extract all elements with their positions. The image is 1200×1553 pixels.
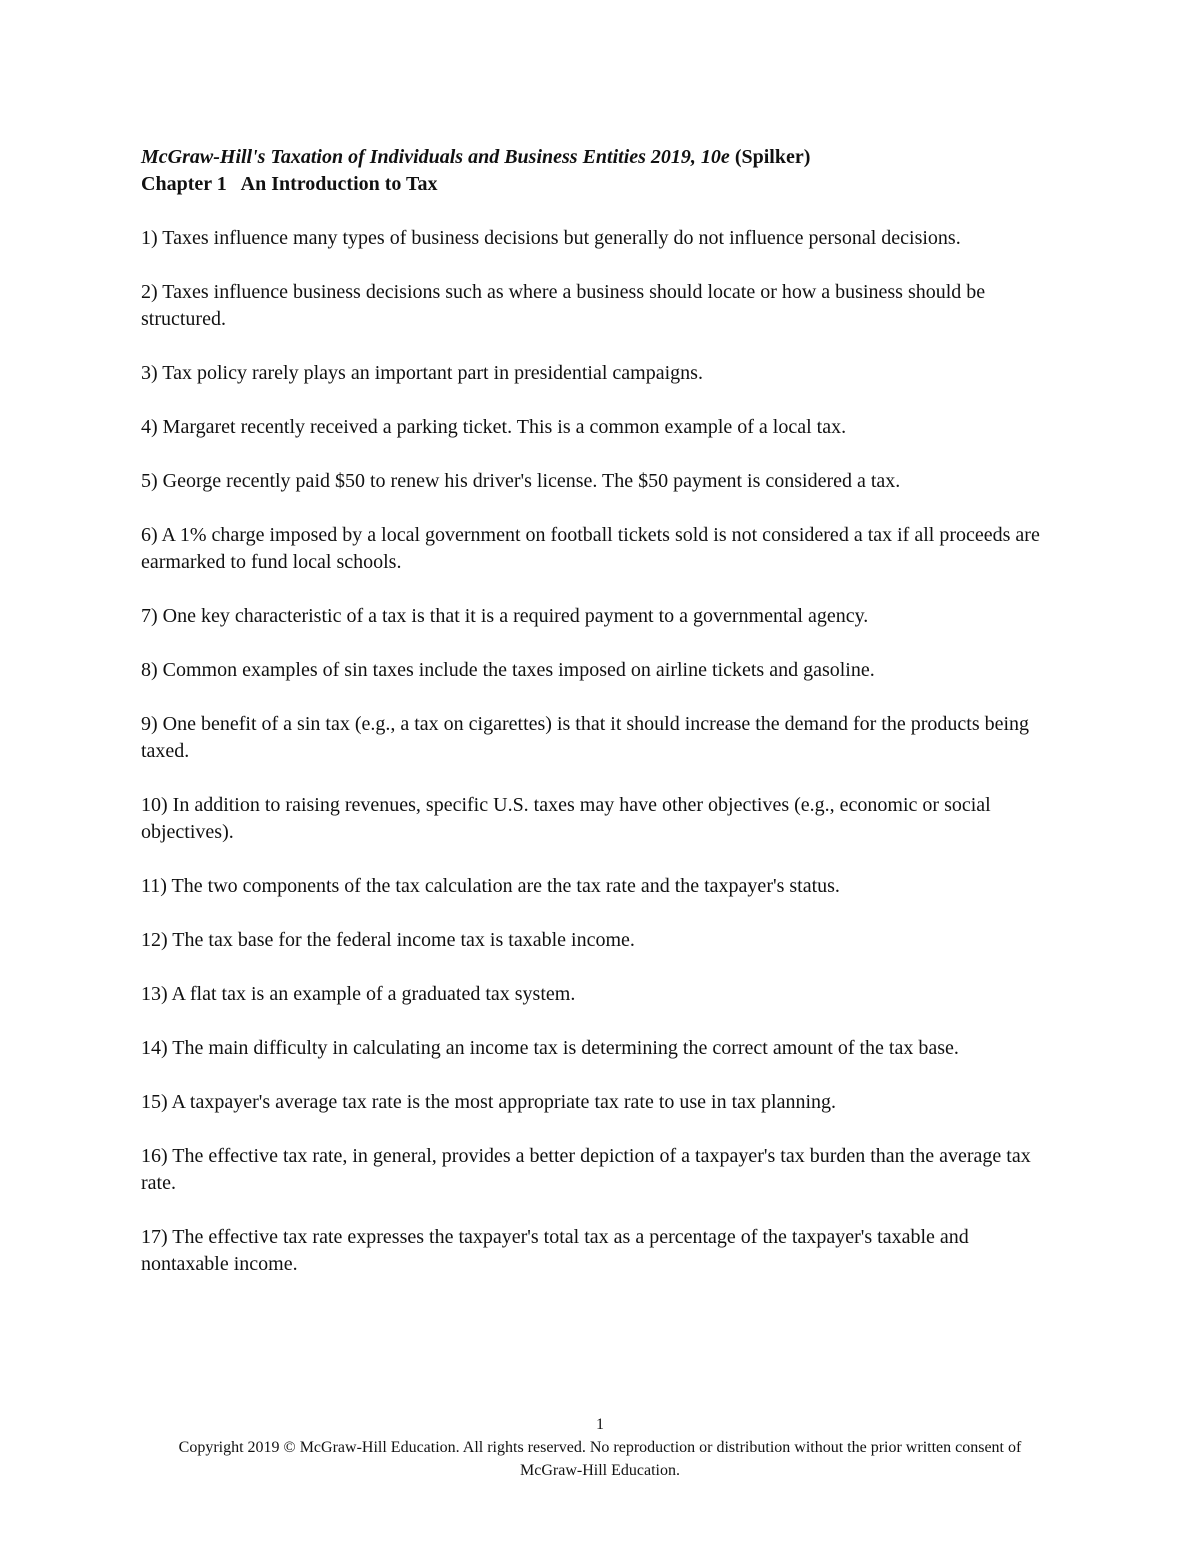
copyright-notice: Copyright 2019 © McGraw-Hill Education. All rights reserved. No reproduction or distribution without the prior written consent of McGraw-Hill Education. — [178, 1439, 1022, 1479]
question-item: 13) A flat tax is an example of a graduated tax system. — [141, 983, 576, 1005]
question-item: 2) Taxes influence business decisions such as where a business should locate or how a business should be structured. — [141, 281, 986, 330]
question-item: 11) The two components of the tax calculation are the tax rate and the taxpayer's status. — [141, 875, 840, 897]
question-item: 9) One benefit of a sin tax (e.g., a tax on cigarettes) is that it should increase the demand for the products being taxed. — [141, 713, 1030, 762]
question-item: 14) The main difficulty in calculating an income tax is determining the correct amount of the tax base. — [141, 1037, 959, 1059]
document-title — [141, 144, 1061, 171]
question-item: 16) The effective tax rate, in general, provides a better depiction of a taxpayer's tax burden than the average tax rate. — [141, 1145, 1031, 1194]
chapter-heading: Chapter 1 An Introduction to Tax — [141, 173, 438, 195]
question-item: 17) The effective tax rate expresses the taxpayer's total tax as a percentage of the taxpayer's taxable and nontaxable income. — [141, 1226, 969, 1275]
question-item: 7) One key characteristic of a tax is that it is a required payment to a governmental agency. — [141, 605, 869, 627]
question-item: 10) In addition to raising revenues, specific U.S. taxes may have other objectives (e.g., economic or social objectives). — [141, 794, 991, 843]
question-list — [141, 225, 1061, 1278]
question-item: 8) Common examples of sin taxes include the taxes imposed on airline tickets and gasoline. — [141, 659, 875, 681]
question-item: 15) A taxpayer's average tax rate is the most appropriate tax rate to use in tax planning. — [141, 1091, 837, 1113]
question-item: 12) The tax base for the federal income tax is taxable income. — [141, 929, 635, 951]
question-item: 3) Tax policy rarely plays an important part in presidential campaigns. — [141, 362, 703, 384]
page-footer — [0, 1413, 1200, 1482]
question-item: 5) George recently paid $50 to renew his driver's license. The $50 payment is considered a tax. — [141, 470, 901, 492]
question-item: 4) Margaret recently received a parking ticket. This is a common example of a local tax. — [141, 416, 847, 438]
question-item: 6) A 1% charge imposed by a local government on football tickets sold is not considered a tax if all proceeds are earmarked to fund local schools. — [141, 524, 1040, 573]
book-title: McGraw-Hill's Taxation of Individuals and Business Entities 2019, 10e — [141, 146, 730, 168]
book-author: (Spilker) — [734, 146, 811, 168]
page-number: 1 — [596, 1416, 604, 1433]
question-item: 1) Taxes influence many types of business decisions but generally do not influence personal decisions. — [141, 227, 961, 249]
page-content — [141, 144, 1061, 1305]
